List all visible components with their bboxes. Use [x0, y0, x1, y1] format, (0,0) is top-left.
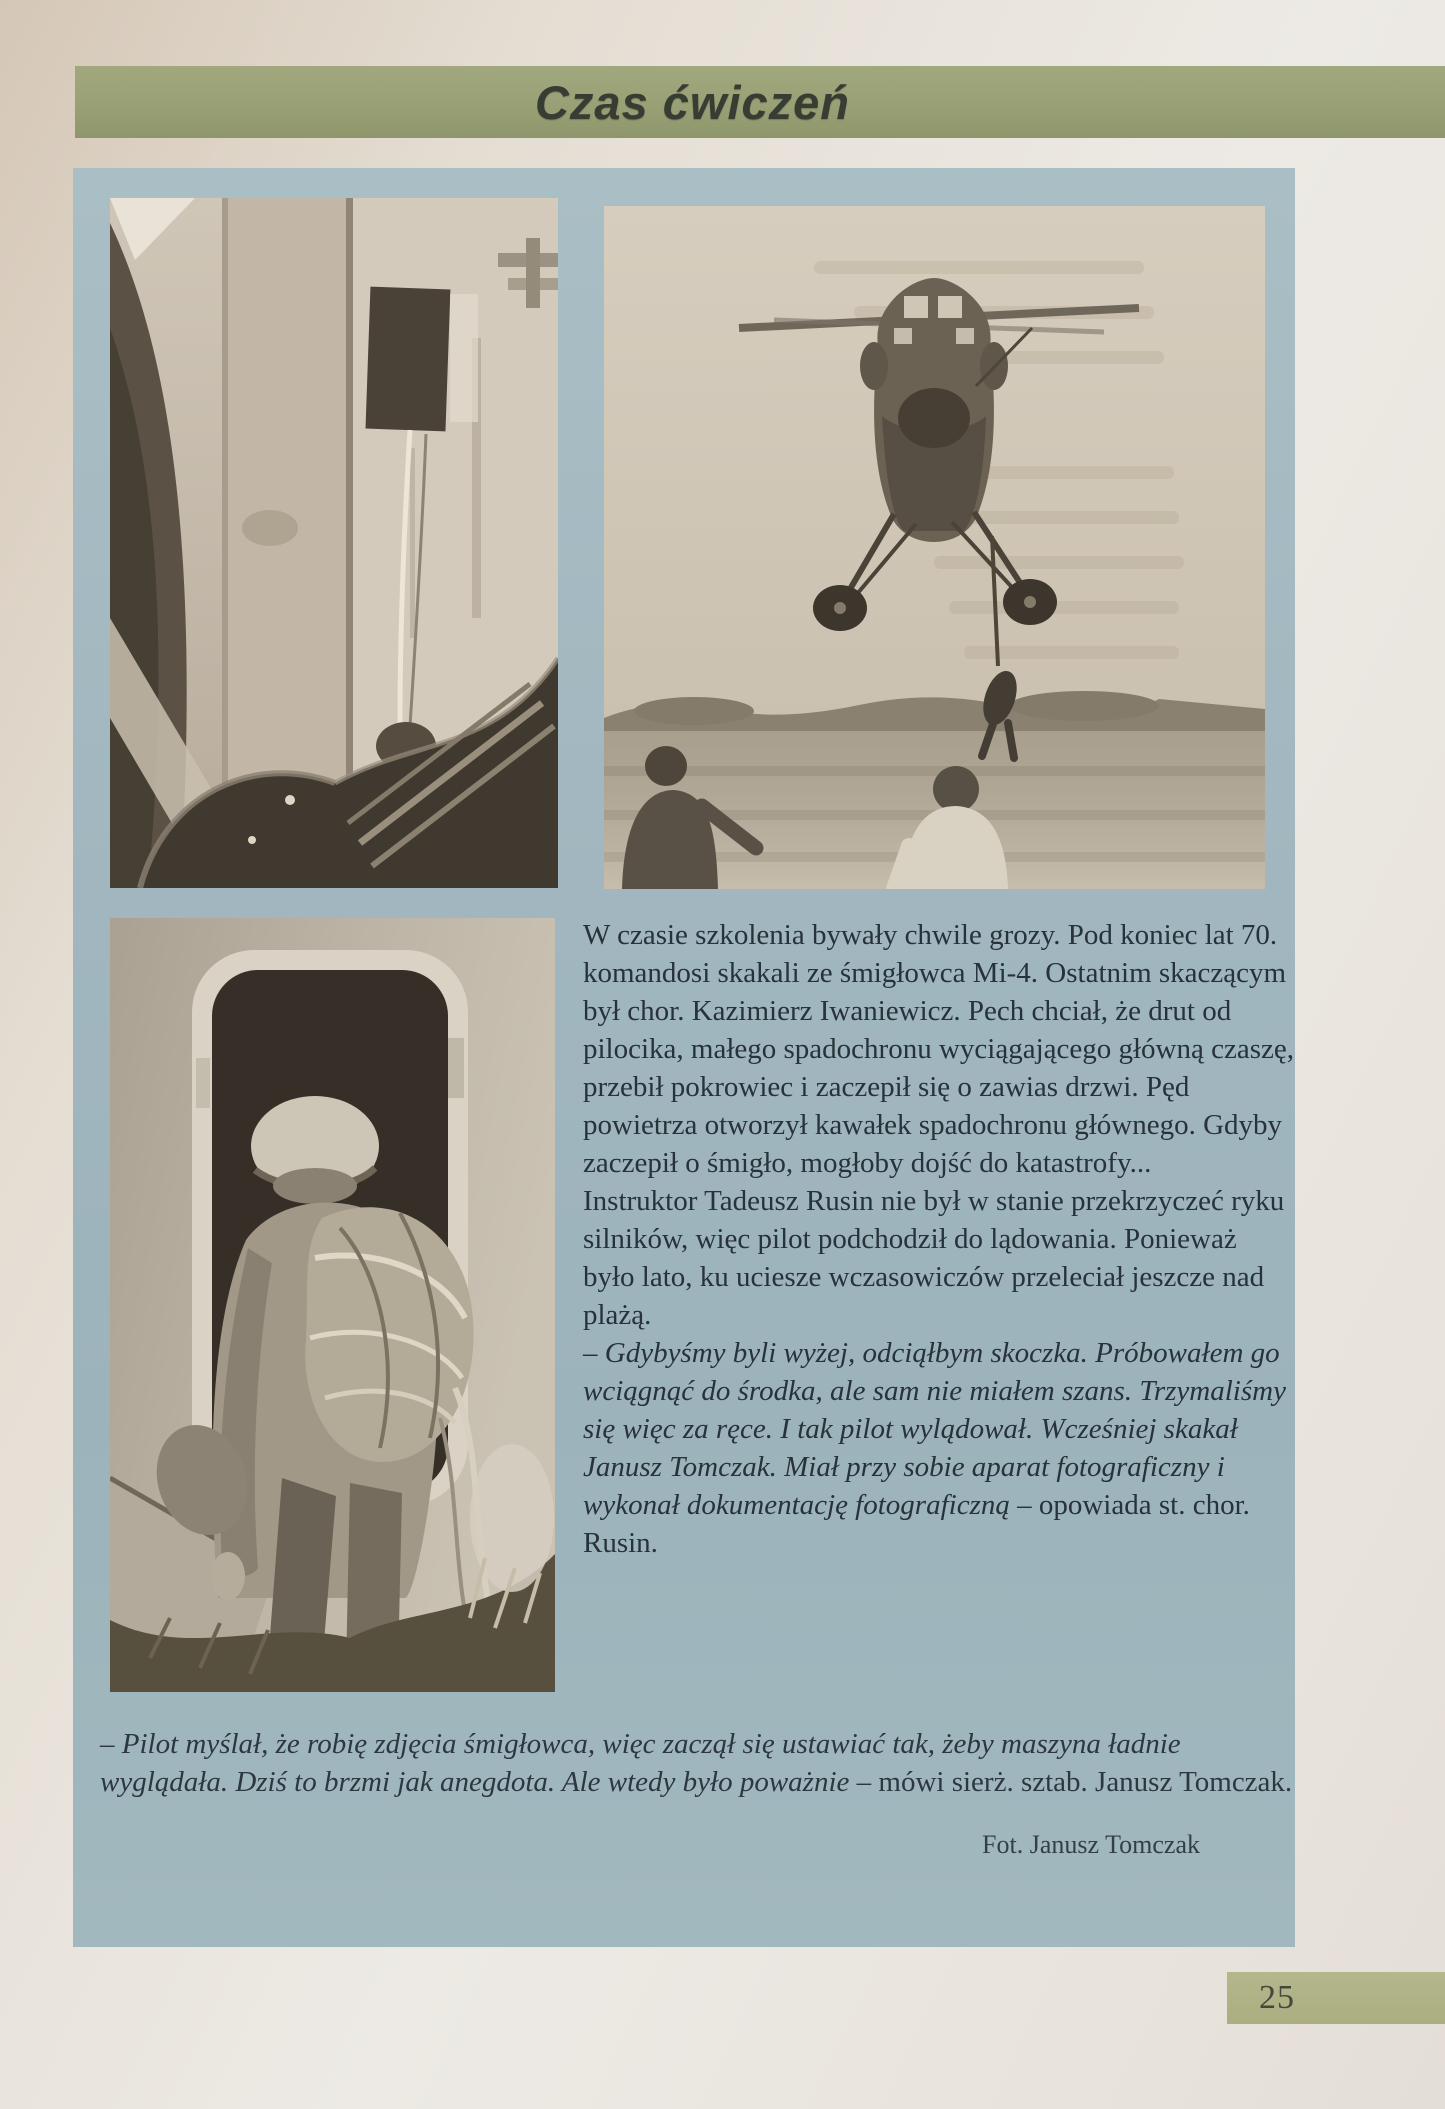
quote-tomczak-text: – Pilot myślał, że robię zdjęcia śmigłowca, więc zaczął się ustawiać tak, żeby maszyna ładnie wyglądała. Dziś to brzmi jak anegdota. Ale wtedy było poważnie [100, 1728, 1181, 1798]
parachute-equipment-illustration [110, 198, 558, 888]
article-quote-rusin [583, 1334, 1295, 1562]
chapter-header-bar [75, 66, 1445, 138]
article-paragraph-2: Instruktor Tadeusz Rusin nie był w stanie przekrzyczeć ryku silników, więc pilot podchodził do lądowania. Ponieważ było lato, ku uciesze wczasowiczów przeleciał jeszcze nad plażą. [583, 1185, 1285, 1331]
paratrooper-illustration [110, 918, 555, 1692]
article-text-column [583, 916, 1295, 1562]
quote-rusin-attribution: – opowiada st. chor. Rusin. [583, 1489, 1250, 1559]
article-paragraph-1: W czasie szkolenia bywały chwile grozy. Pod koniec lat 70. komandosi skakali ze śmigłowca Mi-4. Ostatnim skaczącym był chor. Kazimierz Iwaniewicz. Pech chciał, że drut od pilocika, małego spadochronu wyciągającego główną czaszę, przebił pokrowiec i zaczepił się o zawias drzwi. Pęd powietrza otworzył kawałek spadochronu głównego. Gdyby zaczepił o śmigło, mogłoby dojść do katastrofy... [583, 919, 1295, 1179]
chapter-title: Czas ćwiczeń [534, 75, 851, 129]
page-number: 25 [1259, 1979, 1295, 2016]
photo-parachute-equipment [110, 198, 558, 888]
photo-helicopter-hover [604, 206, 1265, 889]
article-panel [73, 168, 1295, 1947]
page-number-bar [1227, 1972, 1445, 2024]
photo-credit: Fot. Janusz Tomczak [982, 1830, 1200, 1859]
photo-paratrooper-door [110, 918, 555, 1692]
quote-rusin-text: – Gdybyśmy byli wyżej, odciąłbym skoczka. Próbowałem go wciągnąć do środka, ale sam nie miałem szans. Trzymaliśmy się więc za ręce. I tak pilot wylądował. Wcześniej skakał Janusz Tomczak. Miał przy sobie aparat fotograficzny i wykonał dokumentację fotograficzną [583, 1337, 1286, 1521]
quote-tomczak-attribution: – mówi sierż. sztab. Janusz Tomczak. [849, 1766, 1293, 1798]
helicopter-illustration [604, 206, 1265, 889]
article-quote-tomczak [100, 1725, 1295, 1801]
